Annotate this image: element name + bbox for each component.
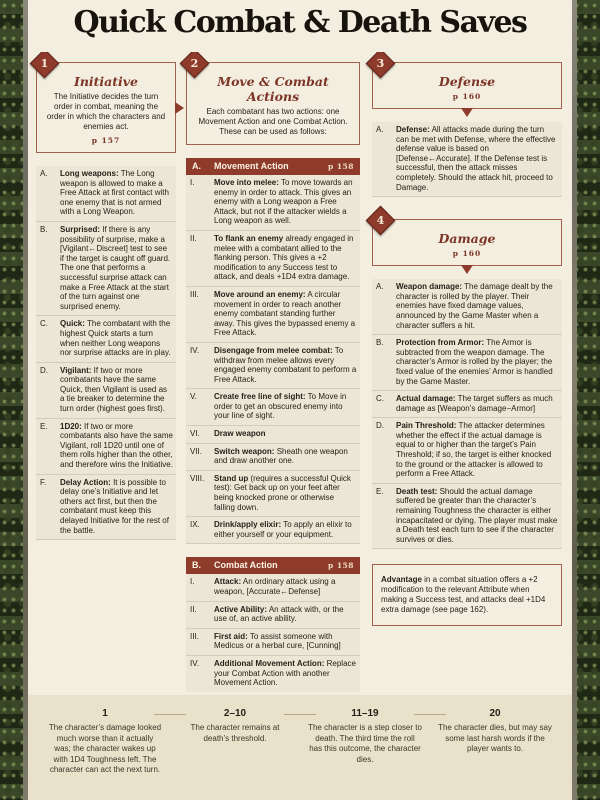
combat-action-section-bar xyxy=(186,557,360,574)
actions-header-box xyxy=(186,57,360,145)
rule-item-label: III. xyxy=(190,631,199,641)
rule-item xyxy=(372,391,562,418)
rule-item-body: Replace your Combat Action with another Movement Action. xyxy=(214,658,356,688)
step-1-number: 1 xyxy=(40,57,49,70)
rule-item-label: F. xyxy=(40,477,47,487)
initiative-page-ref: p 157 xyxy=(91,136,121,145)
rule-item-body: (requires a successful Quick test): Get back up on your feet after being knocked prone or otherwise falling down. xyxy=(214,473,351,512)
rule-item-term: First aid: xyxy=(214,631,248,641)
rule-item xyxy=(36,222,176,316)
rule-item-body: The Long weapon is allowed to make a Free Attack at first contact with one enemy that is not armed with a Long Weapon. xyxy=(60,169,169,217)
rule-item xyxy=(186,231,360,287)
rule-item-body: already engaged in melee with a combatant allied to the flanking person. This gives a +2 modification to any Success test to attack, and deals +1D4 extra damage. xyxy=(214,233,354,282)
rule-item-term: Quick: xyxy=(60,319,85,329)
rule-item xyxy=(186,574,360,601)
rule-item xyxy=(186,287,360,343)
rule-item-label: I. xyxy=(190,178,195,187)
rule-item xyxy=(36,316,176,362)
initiative-header-box xyxy=(36,57,176,153)
rule-item-label: A. xyxy=(40,169,48,178)
rule-item-label: IV. xyxy=(190,658,200,668)
rule-item-label: E. xyxy=(376,486,384,496)
rule-item-body: If two or more combatants have the same Quick, then Vigilant is used as a tie breaker to determine the turn order (highest goes first). xyxy=(60,365,168,414)
death-save-roll-range: 1 xyxy=(102,708,108,719)
rule-item-text xyxy=(214,474,357,512)
rule-item-term: Move around an enemy: xyxy=(214,289,306,299)
rule-item xyxy=(36,363,176,419)
rule-item-label: E. xyxy=(40,421,48,431)
rule-item-body: The target suffers as much damage as [Weapon’s damage−Armor] xyxy=(396,394,553,413)
rule-item-body: All attacks made during the turn can be met with Defense, where the effective defense value is based on [Defense←Accurate]. If the Defense test is successful, then the attack misses completely. Should the attack hit, proceed to Damage. xyxy=(396,125,556,192)
rule-item-text xyxy=(60,422,173,470)
rule-item xyxy=(372,418,562,484)
rule-item-label: D. xyxy=(40,365,48,375)
content-area xyxy=(0,52,600,692)
movement-action-list xyxy=(186,175,360,544)
rule-item-term: Active Ability: xyxy=(214,604,268,614)
actions-title: Move & Combat Actions xyxy=(217,74,329,104)
rule-item-label: B. xyxy=(40,224,48,234)
section-title: Combat Action xyxy=(214,560,278,571)
section-label: A. xyxy=(192,161,201,171)
rule-item-body: An ordinary attack using a weapon, [Accurate←Defense] xyxy=(214,577,336,596)
step-4-number: 4 xyxy=(376,214,385,228)
rule-item-text xyxy=(214,290,357,338)
death-save-result xyxy=(178,708,292,800)
rule-item-text xyxy=(396,394,559,413)
advantage-text: in a combat situation offers a +2 modification to the relevant Attribute when making a Success test, and attacks deal +1D4 extra damage (see page 162). xyxy=(381,575,546,615)
initiative-title: Initiative xyxy=(73,74,139,89)
rule-item-label: VII. xyxy=(190,446,203,456)
page-title: Quick Combat & Death Saves xyxy=(73,5,527,40)
rule-item xyxy=(186,656,360,692)
combat-action-list xyxy=(186,574,360,692)
movement-action-section-bar xyxy=(186,158,360,175)
rule-item-body: To assist someone with Medicus or a herbal cure, [Cunning] xyxy=(214,631,341,651)
rule-item-term: Stand up xyxy=(214,473,249,483)
rule-item-text xyxy=(214,605,357,624)
rule-item xyxy=(186,471,360,517)
right-tapestry-border xyxy=(572,0,600,800)
death-saves-table xyxy=(28,695,572,800)
rule-item-label: III. xyxy=(190,289,199,299)
rule-item-label: II. xyxy=(190,233,197,243)
rule-item xyxy=(36,166,176,222)
rule-item-label: A. xyxy=(376,125,384,134)
rule-item-label: VIII. xyxy=(190,473,205,483)
rule-item-text xyxy=(214,346,357,384)
rule-item-label: B. xyxy=(376,338,384,348)
rule-item xyxy=(372,335,562,391)
rule-item-term: Defense: xyxy=(396,125,430,134)
death-save-outcome: The character’s damage looked much worse than it actually was; the character wakes up with 1D4 Toughness left. The character can act the next turn. xyxy=(48,723,162,774)
damage-title: Damage xyxy=(438,231,496,247)
rule-item-text xyxy=(214,447,357,466)
death-save-result xyxy=(48,708,162,800)
section-label: B. xyxy=(192,560,201,571)
death-save-result xyxy=(438,708,552,800)
rule-item-label: V. xyxy=(190,392,197,402)
rule-item-body: The attacker determines whether the effect if the actual damage is equal to or higher than the target’s Pain Threshold; if so, the target is either knocked to the ground or the attacker is allowed to perform a Free Attack. xyxy=(396,421,552,479)
death-save-outcome: The character remains at death’s threshold. xyxy=(190,723,280,743)
rule-item-body: It is possible to delay one’s Initiative and let others act first, but then the combatant must keep this delayed Initiative for the rest of the battle. xyxy=(60,477,169,535)
death-save-outcome: The character dies, but may say some last harsh words if the player wants to. xyxy=(438,723,552,753)
rule-item-text xyxy=(60,225,173,311)
rule-item-term: Additional Movement Action: xyxy=(214,658,325,668)
rule-item-body: The Armor is subtracted from the weapon damage. The character’s Armor is rolled by the player; the fixed value of the enemies’ Armor is handled by the Game Master. xyxy=(396,338,553,386)
rule-item-term: Delay Action: xyxy=(60,477,111,487)
rule-item-label: I. xyxy=(190,577,195,587)
rule-item-term: Surprised: xyxy=(60,224,101,234)
initiative-column xyxy=(36,52,176,540)
rule-item-label: IV. xyxy=(190,345,200,355)
rule-item-body: If two or more combatants also have the same Vigilant, roll 1D20 until one of them rolls higher than the other, and therefore wins the Initiative. xyxy=(60,421,173,470)
rule-item-label: A. xyxy=(376,282,384,292)
arrow-down-icon xyxy=(461,108,473,117)
rule-item-term: Move into melee: xyxy=(214,178,279,187)
damage-rules-list xyxy=(372,279,562,549)
rule-item-body: A circular movement in order to reach another enemy combatant standing further away. This gives the bypassed enemy a Free Attack. xyxy=(214,289,356,338)
rule-item xyxy=(36,475,176,541)
rule-item-text xyxy=(396,421,559,479)
rule-item-text xyxy=(396,125,559,192)
defense-header-box xyxy=(372,57,562,109)
rule-item-text xyxy=(214,577,357,596)
rule-item-term: Attack: xyxy=(214,577,242,587)
rule-item-label: C. xyxy=(376,394,384,404)
death-save-outcome: The character is a step closer to death. The third time the roll has this outcome, the character dies. xyxy=(308,723,422,764)
advantage-note-box xyxy=(372,564,562,626)
initiative-rules-list xyxy=(36,166,176,540)
section-page-ref: p 158 xyxy=(327,561,354,571)
rule-item-label: VI. xyxy=(190,429,200,439)
rule-item xyxy=(36,419,176,475)
rule-item xyxy=(186,629,360,656)
rule-item xyxy=(186,343,360,389)
rule-item-body: Should the actual damage suffered be greater than the character’s remaining Toughness the character is either incapacitated or dying. The player must make a Death test each turn to see if the character survives or dies. xyxy=(396,486,558,544)
death-save-result xyxy=(308,708,422,800)
death-save-roll-range: 2–10 xyxy=(223,708,247,719)
rule-item xyxy=(186,389,360,426)
defense-damage-column xyxy=(372,52,562,626)
section-page-ref: p 158 xyxy=(327,162,354,171)
rule-item-body: If there is any possibility of surprise, make a [Vigilant←Discreet] test to see if the target is caught off guard. The one that performs a successful surprise attack can make a Free Attack at the start of the turn against one surprised enemy. xyxy=(60,224,171,311)
arrow-right-icon xyxy=(175,102,184,114)
rule-item-text xyxy=(214,429,357,439)
rule-item-text xyxy=(214,659,357,688)
rule-item-label: D. xyxy=(376,421,384,431)
rule-item-term: Death test: xyxy=(396,486,438,496)
rule-item-term: Switch weapon: xyxy=(214,446,275,456)
rule-item xyxy=(186,175,360,231)
rule-item-text xyxy=(60,366,173,414)
damage-page-ref: p 160 xyxy=(452,249,482,259)
step-3-number: 3 xyxy=(376,57,385,70)
death-save-roll-range: 11–19 xyxy=(351,708,379,719)
defense-rules-list xyxy=(372,122,562,197)
rule-item xyxy=(186,602,360,629)
rule-item xyxy=(372,279,562,335)
step-2-number: 2 xyxy=(190,57,199,70)
rule-item-term: Weapon damage: xyxy=(396,282,463,292)
death-save-roll-range: 20 xyxy=(489,708,501,719)
rule-item-body: Sheath one weapon and draw another one. xyxy=(214,446,348,466)
defense-page-ref: p 160 xyxy=(452,92,482,101)
rule-item-term: Draw weapon xyxy=(214,429,266,439)
rule-item-label: IX. xyxy=(190,520,200,530)
rule-item-label: C. xyxy=(40,319,48,329)
rule-item-body: The damage dealt by the character is rolled by the player. Their enemies have fixed damage values, announced by the Game Master when a character suffers a hit. xyxy=(396,282,553,330)
rule-item-text xyxy=(396,282,559,330)
rule-item-text xyxy=(214,392,357,421)
arrow-down-icon xyxy=(461,265,473,274)
rule-item xyxy=(186,426,360,444)
rule-item-term: Long weapons: xyxy=(60,169,119,178)
rule-item-text xyxy=(214,520,357,539)
rule-item xyxy=(186,444,360,471)
rule-item-body: The combatant with the highest Quick starts a turn when neither Long weapons nor surprise attacks are in play. xyxy=(60,319,171,358)
rule-item-body: To Move in order to get an obscured enemy into your line of sight. xyxy=(214,392,347,421)
initiative-summary: The Initiative decides the turn order in combat, meaning the order in which the characters and enemies act. xyxy=(46,92,166,131)
rule-item-term: Drink/apply elixir: xyxy=(214,520,282,530)
rule-item xyxy=(372,122,562,197)
rule-item-term: To flank an enemy xyxy=(214,233,284,243)
actions-summary: Each combatant has two actions: one Movement Action and one Combat Action. These can be used as follows: xyxy=(198,107,348,136)
rule-item xyxy=(372,484,562,550)
section-title: Movement Action xyxy=(214,161,289,171)
rule-item-text xyxy=(396,487,559,545)
rule-item-text xyxy=(214,234,357,282)
rule-item-body: To move towards an enemy in order to attack. This gives an enemy with a Long weapon a Free Attack, but not if the attacker wields a Long weapon as well. xyxy=(214,178,353,226)
rule-item-text xyxy=(214,178,357,226)
rule-item-text xyxy=(214,632,357,651)
rule-item-term: Protection from Armor: xyxy=(396,338,485,348)
rule-item-term: Disengage from melee combat: xyxy=(214,345,333,355)
rule-item-text xyxy=(60,319,173,357)
rule-item-text xyxy=(396,338,559,386)
rule-item-term: Pain Threshold: xyxy=(396,421,457,431)
rule-item-text xyxy=(60,478,173,536)
rule-item-body: To withdraw from melee allows every engaged enemy combatant to perform a Free Attack. xyxy=(214,345,357,384)
damage-header-box xyxy=(372,214,562,266)
actions-column xyxy=(186,52,360,692)
rule-item-term: Actual damage: xyxy=(396,394,456,404)
rule-item-term: Vigilant: xyxy=(60,365,92,375)
rule-item-body: An attack with, or the use of, an active ability. xyxy=(214,604,344,624)
rule-item-term: 1D20: xyxy=(60,421,82,431)
defense-title: Defense xyxy=(438,74,496,89)
rule-item-body: To apply an elixir to either yourself or your equipment. xyxy=(214,520,352,539)
left-tapestry-border xyxy=(0,0,28,800)
rule-item-label: II. xyxy=(190,604,197,614)
rule-item-term: Create free line of sight: xyxy=(214,392,306,402)
rule-item-text xyxy=(60,169,173,217)
rule-item xyxy=(186,517,360,544)
advantage-term: Advantage xyxy=(381,575,422,585)
